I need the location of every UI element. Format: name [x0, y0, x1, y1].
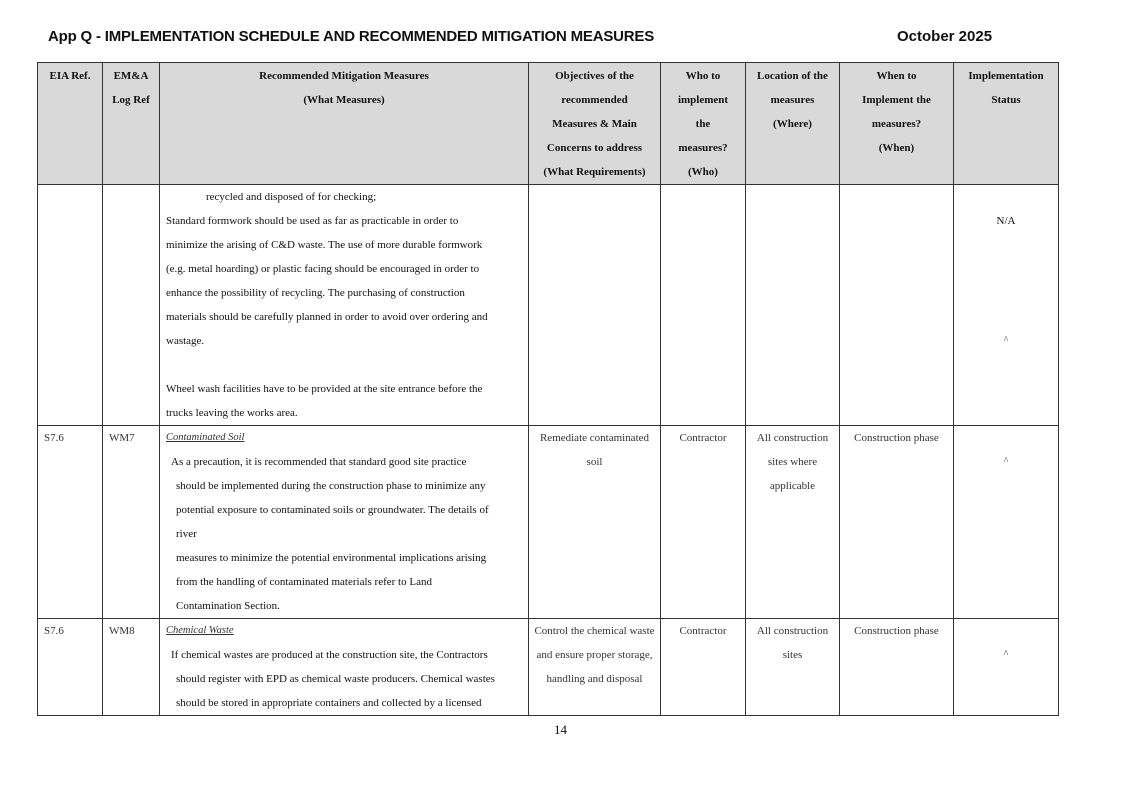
col-header-when: When to Implement the measures? (When): [840, 63, 954, 185]
measure-line: minimize the arising of C&D waste. The use of more durable formwork: [166, 239, 483, 251]
col-header-objectives: Objectives of the recommended Measures & Main Concerns to address (What Requirements): [529, 63, 661, 185]
measure-line: should be implemented during the construction phase to minimize any: [176, 480, 486, 492]
col-header-who: Who to implement the measures? (Who): [661, 63, 746, 185]
col-header-log-ref: EM&A Log Ref: [103, 63, 160, 185]
log-ref-cell: WM7: [103, 426, 160, 619]
eia-ref-cell: [38, 185, 103, 426]
document-date: October 2025: [897, 28, 993, 45]
measure-line: Wheel wash facilities have to be provided at the site entrance before the: [166, 383, 483, 395]
table-row: [38, 619, 1059, 716]
measure-heading: Contaminated Soil: [166, 432, 245, 443]
status-cell: [954, 426, 1059, 619]
measure-line: enhance the possibility of recycling. The purchasing of construction: [166, 287, 465, 299]
log-ref-cell: [103, 185, 160, 426]
col-header-eia-ref: EIA Ref.: [38, 63, 103, 185]
who-cell: [661, 185, 746, 426]
measure-line: should register with EPD as chemical waste producers. Chemical wastes: [176, 673, 495, 685]
when-cell: Construction phase: [840, 619, 954, 716]
eia-ref-cell: S7.6: [38, 619, 103, 716]
status-cell: [954, 185, 1059, 426]
measure-line: trucks leaving the works area.: [166, 407, 298, 419]
document-title: App Q - IMPLEMENTATION SCHEDULE AND RECOMMENDED MITIGATION MEASURES: [48, 28, 655, 45]
table-row: [38, 426, 1059, 619]
table-row: [38, 185, 1059, 426]
measure-line: measures to minimize the potential environmental implications arising: [176, 552, 487, 564]
objectives-cell: [529, 185, 661, 426]
measure-line: (e.g. metal hoarding) or plastic facing should be encouraged in order to: [166, 263, 480, 275]
measure-line: Contamination Section.: [176, 600, 280, 612]
measure-line: from the handling of contaminated materials refer to Land: [176, 576, 432, 588]
status-cell: [954, 619, 1059, 716]
measures-cell: [160, 619, 529, 716]
measure-line: should be stored in appropriate containers and collected by a licensed: [176, 697, 482, 709]
table-header-row: [38, 63, 1059, 185]
where-cell: [746, 185, 840, 426]
objectives-cell: Remediate contaminated soil: [529, 426, 661, 619]
spacer: [166, 353, 520, 377]
log-ref-cell: WM8: [103, 619, 160, 716]
measure-line: wastage.: [166, 335, 205, 347]
where-cell: All construction sites: [746, 619, 840, 716]
col-header-measures: Recommended Mitigation Measures (What Measures): [160, 63, 529, 185]
col-header-status: Implementation Status: [954, 63, 1059, 185]
measure-line: potential exposure to contaminated soils or groundwater. The details of: [176, 504, 489, 516]
when-cell: [840, 185, 954, 426]
measure-line: As a precaution, it is recommended that standard good site practice: [171, 456, 467, 468]
measure-line: materials should be carefully planned in order to avoid over ordering and: [166, 311, 488, 323]
objectives-cell: Control the chemical waste and ensure proper storage, handling and disposal: [529, 619, 661, 716]
who-cell: Contractor: [661, 619, 746, 716]
who-cell: Contractor: [661, 426, 746, 619]
status-value: ^: [1003, 456, 1009, 467]
implementation-schedule-table: [37, 62, 1059, 716]
when-cell: Construction phase: [840, 426, 954, 619]
eia-ref-cell: S7.6: [38, 426, 103, 619]
measure-line: Standard formwork should be used as far as practicable in order to: [166, 215, 459, 227]
col-header-where: Location of the measures (Where): [746, 63, 840, 185]
page-number: 14: [554, 722, 567, 737]
measure-line: river: [176, 528, 197, 540]
where-cell: All construction sites where applicable: [746, 426, 840, 619]
measure-heading: Chemical Waste: [166, 625, 234, 636]
measure-line: If chemical wastes are produced at the construction site, the Contractors: [171, 649, 488, 661]
status-value: ^: [1003, 335, 1009, 346]
measures-cell: [160, 185, 529, 426]
measures-cell: [160, 426, 529, 619]
status-value: ^: [1003, 649, 1009, 660]
measure-line: recycled and disposed of for checking;: [206, 191, 377, 203]
status-value: N/A: [996, 215, 1016, 227]
